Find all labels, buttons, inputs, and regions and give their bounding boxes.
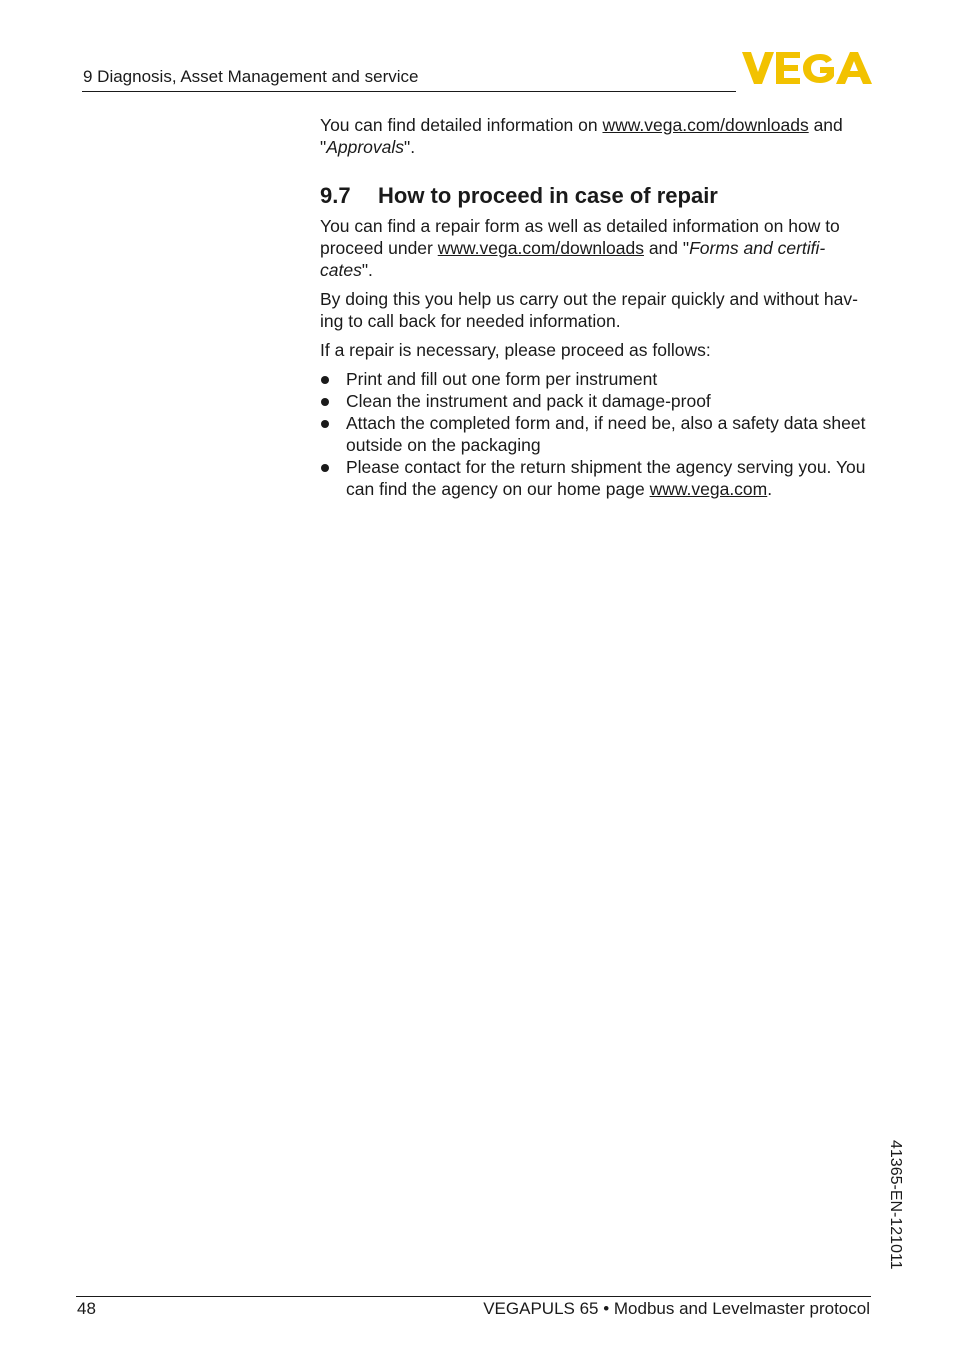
repair-form-paragraph: You can find a repair form as well as detailed information on how to proceed under www.vega.com/downloads and "Forms and certifi-cates". (320, 216, 840, 280)
downloads-link[interactable]: www.vega.com/downloads (602, 115, 809, 135)
bullet-icon (321, 376, 329, 384)
footer-rule (76, 1296, 871, 1297)
document-code: 41365-EN-121011 (887, 1140, 904, 1270)
intro-paragraph: You can find detailed information on www.vega.com/downloads and "Approvals". (320, 115, 843, 157)
repair-steps-list (320, 368, 878, 500)
footer-document-title: VEGAPULS 65 • Modbus and Levelmaster protocol (483, 1299, 870, 1318)
section-heading (320, 182, 878, 210)
section-title: How to proceed in case of repair (378, 183, 718, 208)
downloads-link-2[interactable]: www.vega.com/downloads (437, 238, 644, 258)
list-item: Print and fill out one form per instrument (320, 368, 878, 390)
page-content (320, 114, 878, 500)
section-number: 9.7 (320, 183, 351, 208)
bullet-icon (321, 464, 329, 472)
vega-logo (742, 52, 872, 84)
page-number: 48 (77, 1299, 96, 1318)
repair-benefit-paragraph: By doing this you help us carry out the repair quickly and without hav-ing to call back for needed information. (320, 289, 858, 331)
bullet-icon (321, 398, 329, 406)
page-header-text: 9 Diagnosis, Asset Management and service (83, 67, 419, 86)
list-item: Please contact for the return shipment the agency serving you. You can find the agency on our home page www.vega.com. (320, 456, 878, 500)
list-item: Clean the instrument and pack it damage-proof (320, 390, 878, 412)
home-page-link[interactable]: www.vega.com (649, 479, 768, 499)
repair-steps-intro: If a repair is necessary, please proceed as follows: (320, 340, 711, 360)
header-rule (82, 91, 736, 92)
list-item: Attach the completed form and, if need be, also a safety data sheet outside on the packaging (320, 412, 878, 456)
bullet-icon (321, 420, 329, 428)
